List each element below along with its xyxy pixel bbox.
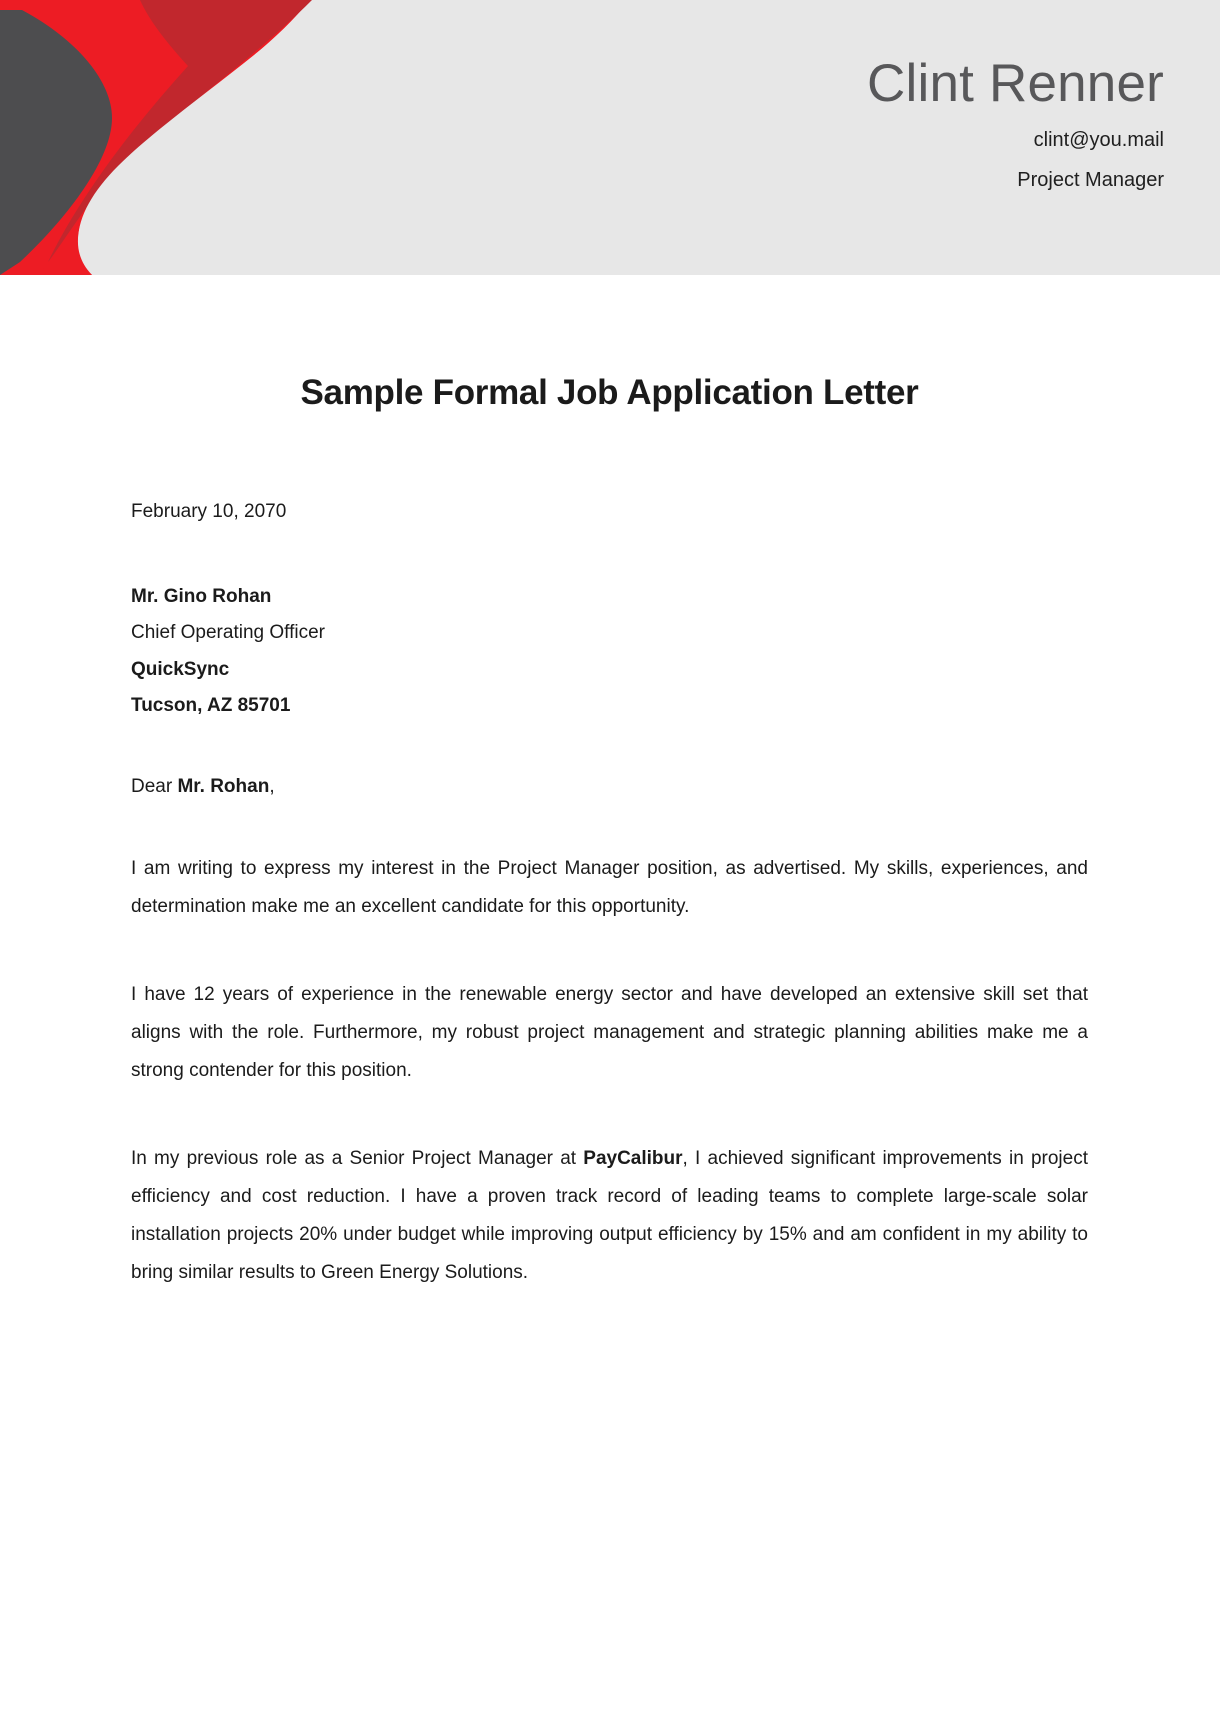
letter-paragraph-2: I have 12 years of experience in the renewable energy sector and have developed an extensive skill set that aligns with the role. Furthermore, my robust project management and strategic planning abilities make me a strong contender for this position. — [131, 984, 1088, 1082]
paragraph-3-company-name: PayCalibur — [583, 1148, 683, 1170]
salutation-recipient-name: Mr. Rohan — [177, 775, 270, 797]
sender-contact-block — [867, 56, 1164, 192]
dark-red-overlay-shape — [48, 0, 312, 262]
decorative-swoosh-graphic — [0, 0, 420, 275]
paragraph-3-text-after: , I achieved significant improvements in project efficiency and cost reduction. I have a proven track record of leading teams to complete large-scale solar installation projects 20% under budget while improving output efficiency by 15% and am confident in my ability to bring similar results to Green Energy Solutions. — [131, 1148, 1088, 1284]
recipient-job-title: Chief Operating Officer — [131, 622, 325, 644]
letterhead-header — [0, 0, 1220, 275]
letter-date: February 10, 2070 — [131, 500, 287, 522]
page-title: Sample Formal Job Application Letter — [300, 373, 919, 412]
salutation-prefix: Dear — [131, 775, 178, 797]
red-wave-shape — [0, 0, 310, 275]
letter-paragraph-1: I am writing to express my interest in the Project Manager position, as advertised. My skills, experiences, and determination make me an excellent candidate for this opportunity. — [131, 858, 1088, 918]
recipient-address-block — [131, 579, 1088, 723]
recipient-name: Mr. Gino Rohan — [131, 586, 272, 608]
sender-email: clint@you.mail — [1033, 128, 1164, 151]
sender-name: Clint Renner — [867, 54, 1164, 113]
red-sweep-shape — [39, 0, 310, 275]
light-gray-field-shape — [78, 0, 420, 275]
charcoal-leaf-shape — [0, 10, 112, 275]
recipient-company: QuickSync — [131, 658, 230, 680]
letter-paragraph-3 — [131, 1140, 1088, 1292]
recipient-location: Tucson, AZ 85701 — [131, 694, 291, 716]
salutation-suffix: , — [269, 775, 275, 797]
salutation-line — [131, 774, 1088, 801]
sender-job-title: Project Manager — [1017, 168, 1164, 191]
letter-body — [131, 275, 1088, 1292]
paragraph-3-text-before: In my previous role as a Senior Project Manager at — [131, 1148, 584, 1170]
